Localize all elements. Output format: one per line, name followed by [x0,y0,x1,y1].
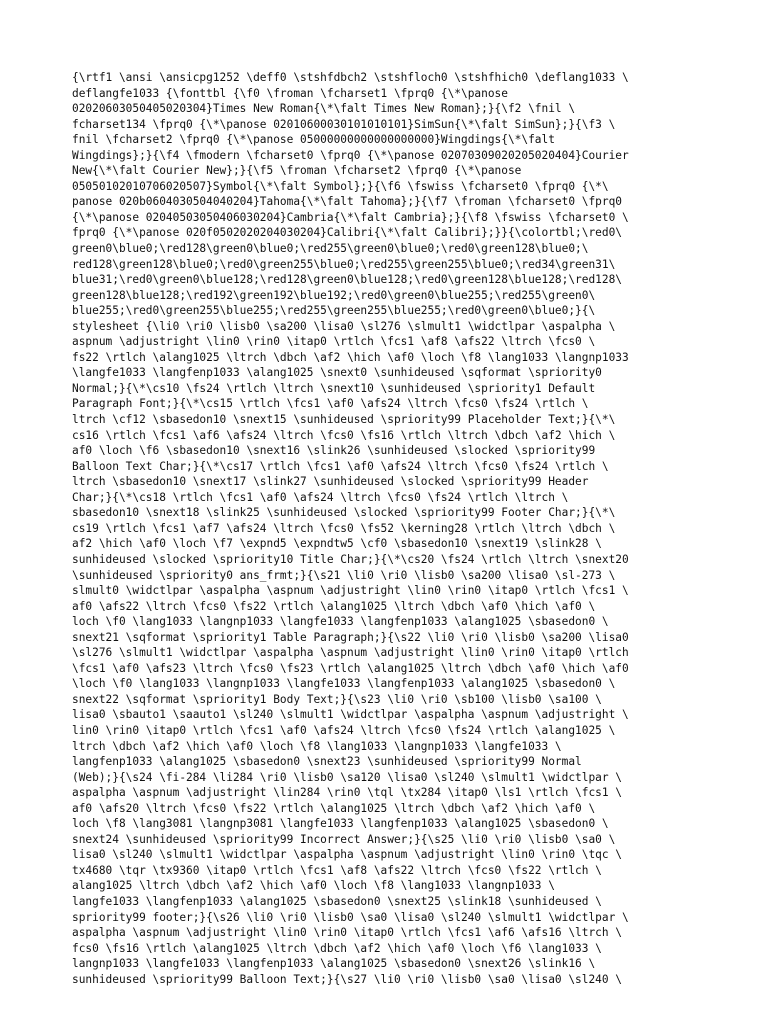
text-line: snext21 \sqformat \spriority1 Table Paragraph;}{\s22 \li0 \ri0 \lisb0 \sa200 \lisa0 [72,630,629,644]
text-line: green128\blue128;\red192\green192\blue192;\red0\green0\blue255;\red255\green0\ [72,288,596,302]
text-line: 02020603050405020304}Times New Roman{\*\falt Times New Roman};}{\f2 \fnil \ [72,102,576,116]
text-line: ltrch \cf12 \sbasedon10 \snext15 \sunhideused \spriority99 Placeholder Text;}{\*\ [72,413,616,427]
text-line: stylesheet {\li0 \ri0 \lisb0 \sa200 \lisa0 \sl276 \slmult1 \widctlpar \aspalpha \ [72,319,616,333]
text-line: New{\*\falt Courier New};}{\f5 \froman \fcharset2 \fprq0 {\*\panose [72,164,522,178]
text-line: {\rtf1 \ansi \ansicpg1252 \deff0 \stshfdbch2 \stshfloch0 \stshfhich0 \deflang1033 \ [72,71,629,84]
text-line: aspalpha \aspnum \adjustright \lin0 \rin0 \itap0 \rtlch \fcs1 \af6 \afs16 \ltrch \ [72,926,622,940]
text-line: lisa0 \sl240 \slmult1 \widctlpar \aspalpha \aspnum \adjustright \lin0 \rin0 \tqc \ [72,848,622,862]
text-line: 05050102010706020507}Symbol{\*\falt Symbol};}{\f6 \fswiss \fcharset0 \fprq0 {\*\ [72,179,609,193]
text-line: af0 \loch \f6 \sbasedon10 \snext16 \slink26 \sunhideused \slocked \spriority99 [72,444,596,458]
text-line: fnil \fcharset2 \fprq0 {\*\panose 05000000000000000000}Wingdings{\*\falt [72,133,555,147]
text-line: loch \f8 \lang3081 \langnp3081 \langfe1033 \langfenp1033 \alang1025 \sbasedon0 \ [72,817,609,831]
text-line: loch \f0 \lang1033 \langnp1033 \langfe1033 \langfenp1033 \alang1025 \sbasedon0 \ [72,615,609,629]
text-line: sbasedon10 \snext18 \slink25 \sunhideused \slocked \spriority99 Footer Char;}{\*\ [72,506,616,520]
text-line: ltrch \dbch \af2 \hich \af0 \loch \f8 \lang1033 \langnp1033 \langfe1033 \ [72,739,562,753]
text-line: langfe1033 \langfenp1033 \alang1025 \sbasedon0 \snext25 \slink18 \sunhideused \ [72,894,602,908]
rtf-source-text [72,70,700,987]
text-line: lisa0 \sbauto1 \saauto1 \sl240 \slmult1 \widctlpar \aspalpha \aspnum \adjustright \ [72,708,629,722]
text-line: Paragraph Font;}{\*\cs15 \rtlch \fcs1 \af0 \afs24 \ltrch \fcs0 \fs24 \rtlch \ [72,397,589,411]
text-line: red128\green128\blue0;\red0\green255\blue0;\red255\green255\blue0;\red34\green31\ [72,257,616,271]
text-line: snext24 \sunhideused \spriority99 Incorrect Answer;}{\s25 \li0 \ri0 \lisb0 \sa0 \ [72,832,616,846]
text-line: deflangfe1033 {\fonttbl {\f0 \froman \fcharset1 \fprq0 {\*\panose [72,86,508,100]
text-line: Normal;}{\*\cs10 \fs24 \rtlch \ltrch \snext10 \sunhideused \spriority1 Default [72,381,596,395]
text-line: aspalpha \aspnum \adjustright \lin284 \rin0 \tql \tx284 \itap0 \ls1 \rtlch \fcs1 \ [72,786,622,800]
text-line: snext22 \sqformat \spriority1 Body Text;}{\s23 \li0 \ri0 \sb100 \lisb0 \sa100 \ [72,692,602,706]
text-line: fcs0 \fs16 \rtlch \alang1025 \ltrch \dbch \af2 \hich \af0 \loch \f6 \lang1033 \ [72,941,602,955]
text-line: panose 020b0604030504040204}Tahoma{\*\falt Tahoma};}{\f7 \froman \fcharset0 \fprq0 [72,195,622,209]
text-line: af0 \afs22 \ltrch \fcs0 \fs22 \rtlch \alang1025 \ltrch \dbch \af0 \hich \af0 \ [72,599,596,613]
text-line: af0 \afs20 \ltrch \fcs0 \fs22 \rtlch \alang1025 \ltrch \dbch \af2 \hich \af0 \ [72,801,596,815]
text-line: tx4680 \tqr \tx9360 \itap0 \rtlch \fcs1 \af8 \afs22 \ltrch \fcs0 \fs22 \rtlch \ [72,863,602,877]
text-line: langfenp1033 \alang1025 \sbasedon0 \snext23 \sunhideused \spriority99 Normal [72,755,582,769]
text-line: Wingdings};}{\f4 \fmodern \fcharset0 \fprq0 {\*\panose 02070309020205020404}Courier [72,148,629,162]
text-line: fprq0 {\*\panose 020f0502020204030204}Calibri{\*\falt Calibri};}}{\colortbl;\red0\ [72,226,622,240]
text-line: \langfe1033 \langfenp1033 \alang1025 \snext0 \sunhideused \sqformat \spriority0 [72,366,602,380]
text-line: \fcs1 \af0 \afs23 \ltrch \fcs0 \fs23 \rtlch \alang1025 \ltrch \dbch \af0 \hich \af0 [72,661,629,675]
text-line: (Web);}{\s24 \fi-284 \li284 \ri0 \lisb0 \sa120 \lisa0 \sl240 \slmult1 \widctlpar \ [72,770,622,784]
text-line: Char;}{\*\cs18 \rtlch \fcs1 \af0 \afs24 \ltrch \fcs0 \fs24 \rtlch \ltrch \ [72,490,569,504]
text-line: af2 \hich \af0 \loch \f7 \expnd5 \expndtw5 \cf0 \sbasedon10 \snext19 \slink28 \ [72,537,602,551]
text-line: blue255;\red0\green255\blue255;\red255\green255\blue255;\red0\green0\blue0;}{\ [72,304,596,318]
text-line: cs19 \rtlch \fcs1 \af7 \afs24 \ltrch \fcs0 \fs52 \kerning28 \rtlch \ltrch \dbch \ [72,521,616,535]
text-line: lin0 \rin0 \itap0 \rtlch \fcs1 \af0 \afs24 \ltrch \fcs0 \fs24 \rtlch \alang1025 \ [72,723,616,737]
text-line: {\*\panose 02040503050406030204}Cambria{\*\falt Cambria};}{\f8 \fswiss \fcharset0 \ [72,210,629,224]
text-line: sunhideused \slocked \spriority10 Title Char;}{\*\cs20 \fs24 \rtlch \ltrch \snext20 [72,552,629,566]
text-line: aspnum \adjustright \lin0 \rin0 \itap0 \rtlch \fcs1 \af8 \afs22 \ltrch \fcs0 \ [72,335,596,349]
text-line: \loch \f0 \lang1033 \langnp1033 \langfe1033 \langfenp1033 \alang1025 \sbasedon0 \ [72,677,616,691]
text-line: blue31;\red0\green0\blue128;\red128\green0\blue128;\red0\green128\blue128;\red128\ [72,273,622,287]
text-line: sunhideused \spriority99 Balloon Text;}{\s27 \li0 \ri0 \lisb0 \sa0 \lisa0 \sl240 \ [72,972,622,986]
text-line: langnp1033 \langfe1033 \langfenp1033 \alang1025 \sbasedon0 \snext26 \slink16 \ [72,957,596,971]
text-line: ltrch \sbasedon10 \snext17 \slink27 \sunhideused \slocked \spriority99 Header [72,475,589,489]
text-line: Balloon Text Char;}{\*\cs17 \rtlch \fcs1 \af0 \afs24 \ltrch \fcs0 \fs24 \rtlch \ [72,459,609,473]
text-line: cs16 \rtlch \fcs1 \af6 \afs24 \ltrch \fcs0 \fs16 \rtlch \ltrch \dbch \af2 \hich \ [72,428,616,442]
text-line: fs22 \rtlch \alang1025 \ltrch \dbch \af2 \hich \af0 \loch \f8 \lang1033 \langnp1033 [72,350,629,364]
text-line: green0\blue0;\red128\green0\blue0;\red255\green0\blue0;\red0\green128\blue0;\ [72,242,589,256]
text-line: spriority99 footer;}{\s26 \li0 \ri0 \lisb0 \sa0 \lisa0 \sl240 \slmult1 \widctlpar \ [72,910,629,924]
text-line: \sl276 \slmult1 \widctlpar \aspalpha \aspnum \adjustright \lin0 \rin0 \itap0 \rtlch [72,646,629,660]
text-line: slmult0 \widctlpar \aspalpha \aspnum \adjustright \lin0 \rin0 \itap0 \rtlch \fcs1 \ [72,584,629,598]
text-line: alang1025 \ltrch \dbch \af2 \hich \af0 \loch \f8 \lang1033 \langnp1033 \ [72,879,555,893]
text-line: fcharset134 \fprq0 {\*\panose 02010600030101010101}SimSun{\*\falt SimSun};}{\f3 \ [72,117,616,131]
text-line: \sunhideused \spriority0 ans_frmt;}{\s21 \li0 \ri0 \lisb0 \sa200 \lisa0 \sl-273 \ [72,568,616,582]
